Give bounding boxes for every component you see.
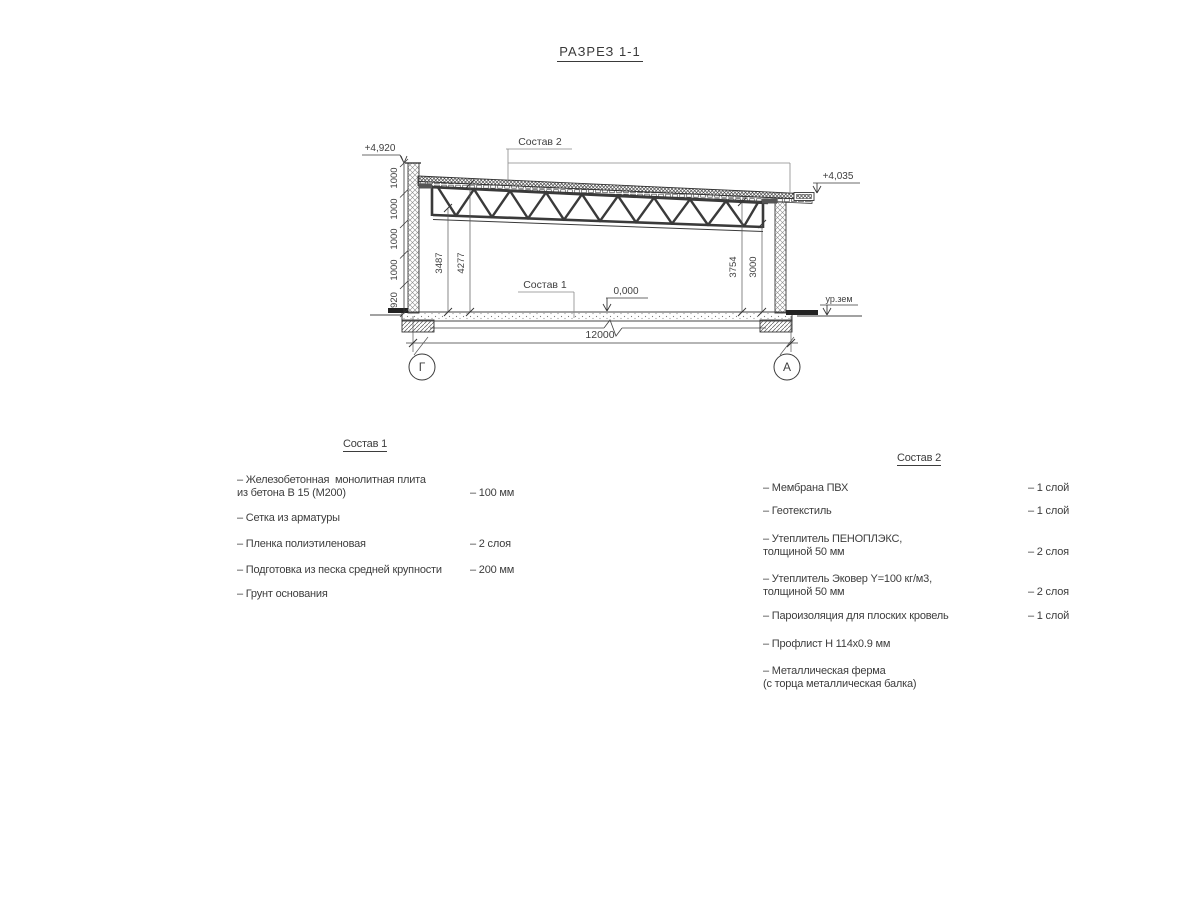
ledge-right: [786, 310, 818, 315]
svg-text:ур.зем: ур.зем: [825, 294, 853, 304]
list-item: – Геотекстиль – 1 слой: [763, 505, 1070, 517]
dim-1000-3: 1000: [389, 228, 400, 250]
elevation-mark-floor: [603, 286, 648, 311]
level-arrow: [400, 155, 407, 163]
level-arrow: [603, 298, 611, 311]
dim-12000: 12000: [585, 329, 615, 341]
dim-1000-1: 1000: [389, 167, 400, 189]
sostav2-heading: Состав 2: [897, 452, 942, 464]
svg-text:Состав 2: Состав 2: [518, 136, 562, 148]
axis-letter-left: Г: [418, 360, 426, 374]
section-drawing: [0, 0, 1200, 430]
list-item: – Утеплитель ПЕНОПЛЭКС, толщиной 50 мм – 2 слоя: [763, 533, 1069, 558]
page-title: РАЗРЕЗ 1-1: [0, 44, 1200, 59]
level-arrow: [813, 183, 821, 193]
list-item: – Пароизоляция для плоских кровель – 1 слой: [763, 610, 1070, 622]
dim-4277: 4277: [456, 252, 467, 274]
axis-letter-right: А: [782, 360, 792, 374]
level-arrow: [823, 305, 831, 315]
truss-bearing-right: [762, 199, 777, 204]
list-item: – Металлическая ферма (с торца металлическая балка): [763, 665, 917, 690]
axis-markers: [409, 337, 800, 380]
svg-text:0,000: 0,000: [613, 286, 639, 297]
list-item: – Утеплитель Эковер Y=100 кг/м3, толщиной 50 мм – 2 слоя: [763, 573, 1069, 598]
elevation-mark-top-left: [362, 143, 407, 163]
svg-text:Состав 1: Состав 1: [523, 279, 567, 291]
truss-bearing-left: [419, 184, 432, 189]
list-item: – Пленка полиэтиленовая – 2 слоя: [237, 538, 511, 550]
elevation-mark-top-right: [813, 171, 860, 193]
sostav1-heading: Состав 1: [343, 438, 388, 450]
list-item: – Грунт основания: [237, 588, 328, 600]
left-dimension-chain: [400, 159, 408, 317]
dim-3754: 3754: [728, 256, 739, 278]
dim-3487: 3487: [434, 252, 445, 274]
dim-920: 920: [389, 292, 400, 308]
list-item: – Сетка из арматуры: [237, 512, 340, 524]
dim-1000-2: 1000: [389, 198, 400, 220]
dim-3000: 3000: [748, 256, 759, 278]
list-item: – Подготовка из песка средней крупности – 200 мм: [237, 564, 515, 576]
svg-text:+4,035: +4,035: [822, 171, 854, 182]
list-item: – Железобетонная монолитная плита из бетона В 15 (М200) – 100 мм: [237, 474, 515, 499]
svg-text:+4,920: +4,920: [364, 143, 396, 154]
list-item: – Профлист Н 114х0.9 мм: [763, 638, 891, 650]
right-wall: [775, 202, 786, 313]
ground-level-mark: [820, 294, 858, 315]
dim-1000-4: 1000: [389, 259, 400, 281]
list-item: – Мембрана ПВХ – 1 слой: [763, 482, 1070, 494]
